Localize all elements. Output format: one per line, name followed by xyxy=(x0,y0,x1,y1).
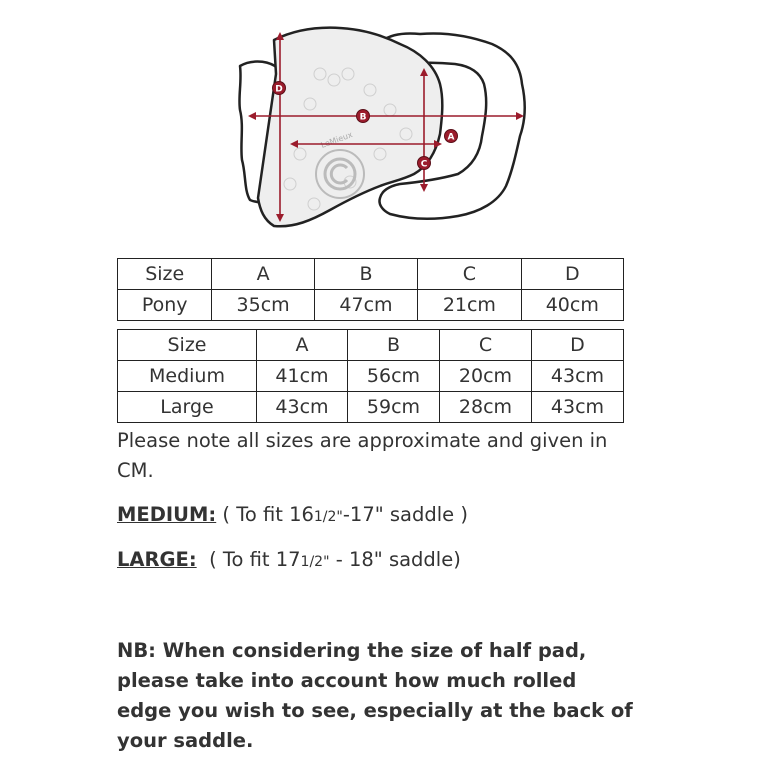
approximate-sizes-note: Please note all sizes are approximate and given in CM. xyxy=(117,429,608,482)
fit-medium-pre: ( To fit 16 xyxy=(216,503,314,526)
table-row xyxy=(118,290,624,321)
marker-b xyxy=(357,110,370,123)
fit-large-line xyxy=(117,548,461,571)
fit-large-key: LARGE: xyxy=(117,548,197,571)
table-header-cell: C xyxy=(440,330,532,361)
table-header-row xyxy=(118,259,624,290)
svg-text:D: D xyxy=(275,84,283,95)
fit-medium-fraction: 1/2" xyxy=(313,509,343,525)
table-header-cell: D xyxy=(521,259,623,290)
table-cell: 43cm xyxy=(532,361,624,392)
table-header-cell: D xyxy=(532,330,624,361)
fit-medium-line xyxy=(117,503,468,526)
svg-text:A: A xyxy=(447,132,455,143)
table-cell: 35cm xyxy=(212,290,314,321)
table-header-cell: B xyxy=(314,259,417,290)
table-header-cell: Size xyxy=(118,330,257,361)
table-header-cell: A xyxy=(257,330,348,361)
table-cell: 43cm xyxy=(257,392,348,423)
table-cell: Large xyxy=(118,392,257,423)
table-cell: 59cm xyxy=(348,392,440,423)
fit-large-pre: ( To fit 17 xyxy=(196,548,301,571)
table-cell: 40cm xyxy=(521,290,623,321)
table-cell: Medium xyxy=(118,361,257,392)
table-row xyxy=(118,392,624,423)
svg-text:B: B xyxy=(359,112,367,123)
table-cell: 28cm xyxy=(440,392,532,423)
table-header-row xyxy=(118,330,624,361)
svg-text:C: C xyxy=(420,159,428,170)
table-header-cell: B xyxy=(348,330,440,361)
horse-size-table xyxy=(117,329,624,423)
table-cell: 56cm xyxy=(348,361,440,392)
marker-d xyxy=(273,82,286,95)
pony-size-table xyxy=(117,258,624,321)
half-pad-diagram xyxy=(230,14,540,244)
fit-large-fraction: 1/2" xyxy=(300,554,330,570)
logo-text: LeMieux xyxy=(319,130,354,150)
table-header-cell: Size xyxy=(118,259,212,290)
table-row xyxy=(118,361,624,392)
fit-medium-post: -17" saddle ) xyxy=(342,503,468,526)
table-cell: Pony xyxy=(118,290,212,321)
marker-a xyxy=(445,130,458,143)
table-cell: 43cm xyxy=(532,392,624,423)
table-cell: 47cm xyxy=(314,290,417,321)
table-header-cell: A xyxy=(212,259,314,290)
table-cell: 20cm xyxy=(440,361,532,392)
table-cell: 41cm xyxy=(257,361,348,392)
fit-medium-key: MEDIUM: xyxy=(117,503,217,526)
fit-large-post: - 18" saddle) xyxy=(329,548,461,571)
marker-c xyxy=(418,157,431,170)
nb-note: NB: When considering the size of half pad, please take into account how much rolled edge you wish to see, especially at the back of your saddle. xyxy=(117,639,633,752)
table-header-cell: C xyxy=(418,259,521,290)
table-cell: 21cm xyxy=(418,290,521,321)
